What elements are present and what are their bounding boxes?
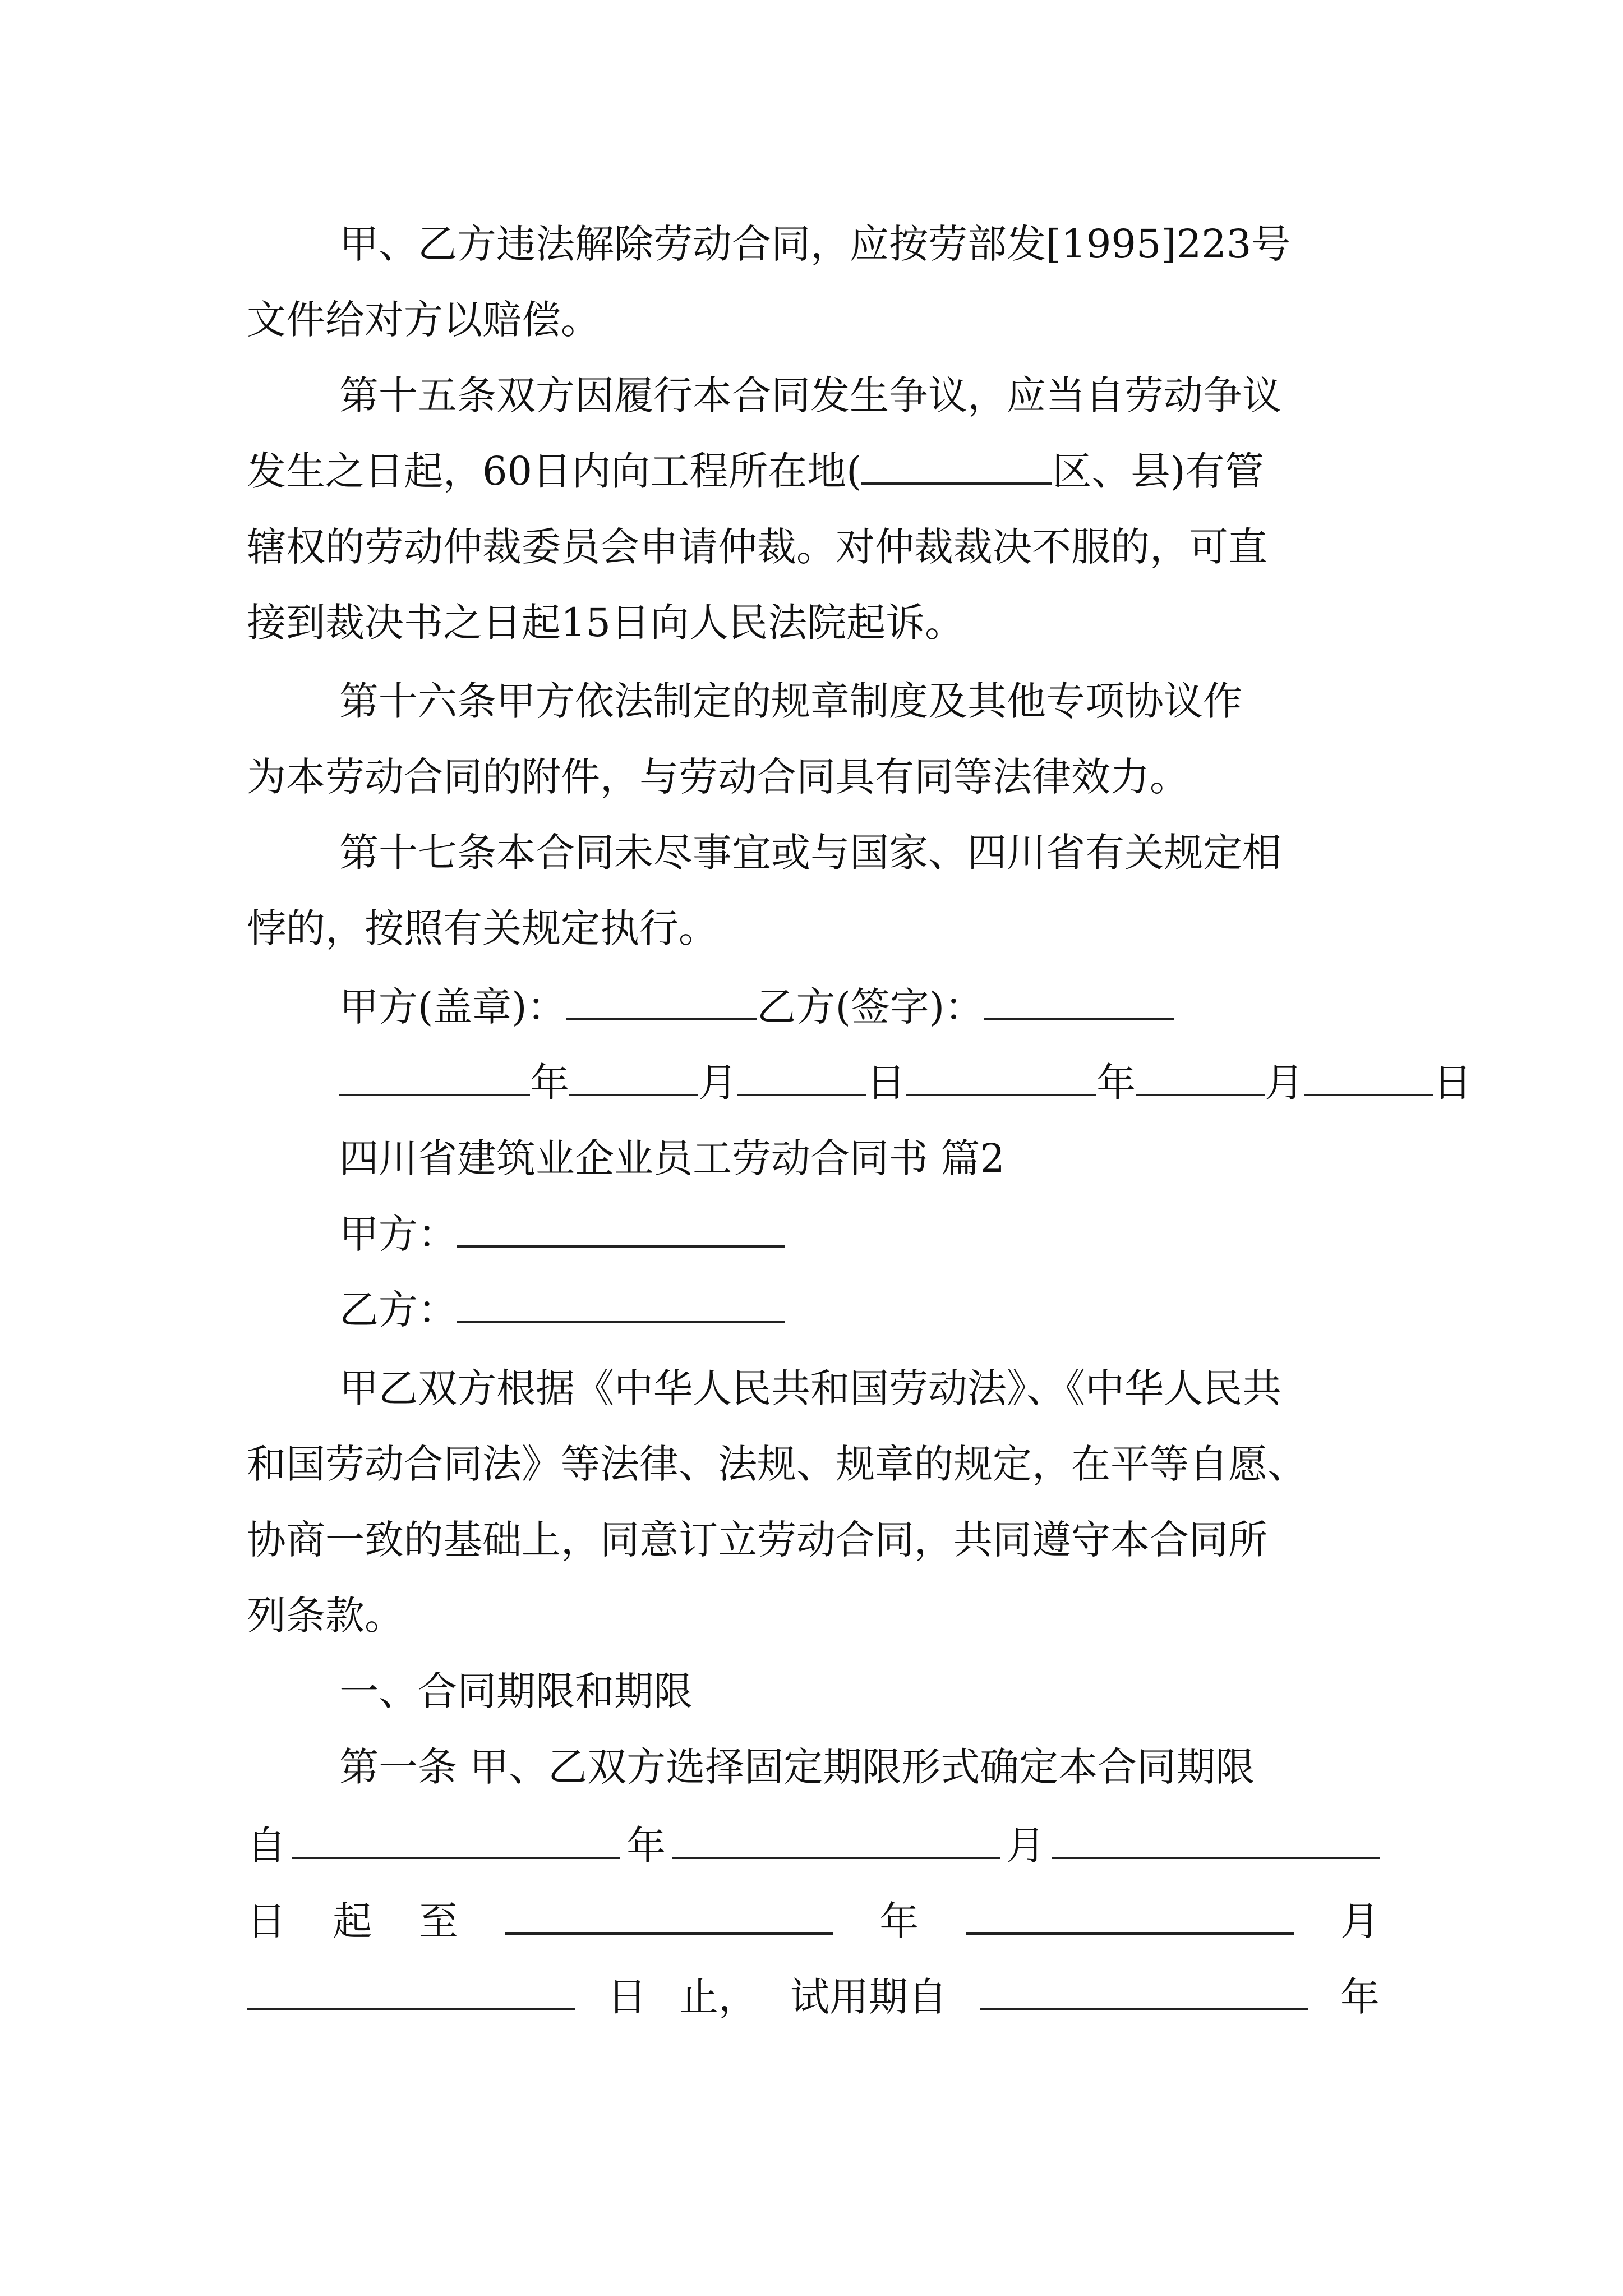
month-blank[interactable] bbox=[1136, 1055, 1265, 1096]
day-blank[interactable] bbox=[737, 1055, 866, 1096]
end-month-blank[interactable] bbox=[966, 1893, 1294, 1935]
start-year-blank[interactable] bbox=[292, 1818, 620, 1859]
month-label: 月 bbox=[1265, 1060, 1304, 1106]
article-15-line: 辖权的劳动仲裁委员会申请仲裁。对仲裁裁决不服的，可直 bbox=[247, 524, 1267, 570]
article-1-date-line bbox=[247, 1818, 1380, 1874]
section-title: 四川省建筑业企业员工劳动合同书 篇2 bbox=[339, 1135, 1005, 1181]
article-16-line: 为本劳动合同的附件，与劳动合同具有同等法律效力。 bbox=[247, 754, 1189, 800]
start-month-blank[interactable] bbox=[672, 1818, 1000, 1859]
paragraph-line: 甲、乙方违法解除劳动合同，应按劳部发[1995]223号 bbox=[339, 221, 1291, 267]
signature-line bbox=[339, 979, 1380, 1035]
day-label: 日 bbox=[1433, 1060, 1472, 1106]
party-b-label: 乙方： bbox=[339, 1287, 457, 1333]
year-blank[interactable] bbox=[339, 1055, 530, 1096]
year-label: 年 bbox=[879, 1898, 919, 1944]
year-label: 年 bbox=[530, 1060, 569, 1106]
article-1-date-line bbox=[247, 1969, 1380, 2025]
year-label: 年 bbox=[626, 1823, 666, 1869]
intro-line: 和国劳动合同法》等法律、法规、规章的规定，在平等自愿、 bbox=[247, 1441, 1307, 1487]
article-17-line: 第十七条本合同未尽事宜或与国家、四川省有关规定相 bbox=[339, 830, 1281, 876]
party-b-blank[interactable] bbox=[457, 1282, 785, 1323]
heading-contract-term: 一、合同期限和期限 bbox=[339, 1668, 693, 1714]
article-15-line bbox=[247, 443, 1380, 499]
party-b-line bbox=[339, 1282, 1380, 1338]
party-a-seal-label: 甲方(盖章)： bbox=[339, 984, 566, 1030]
intro-line: 协商一致的基础上，同意订立劳动合同，共同遵守本合同所 bbox=[247, 1517, 1267, 1563]
day-label: 日 bbox=[866, 1060, 906, 1106]
party-a-blank[interactable] bbox=[457, 1206, 785, 1248]
article-16-line: 第十六条甲方依法制定的规章制度及其他专项协议作 bbox=[339, 678, 1242, 724]
zhi-label: 止， bbox=[679, 1974, 758, 2020]
article-17-line: 悖的，按照有关规定执行。 bbox=[247, 905, 718, 951]
article-15-line: 第十五条双方因履行本合同发生争议，应当自劳动争议 bbox=[339, 372, 1281, 418]
article-1-date-line bbox=[247, 1893, 1380, 1949]
end-year-blank[interactable] bbox=[505, 1893, 833, 1935]
party-a-line bbox=[339, 1206, 1380, 1262]
intro-line: 甲乙双方根据《中华人民共和国劳动法》、《中华人民共 bbox=[339, 1365, 1281, 1411]
party-a-seal-blank[interactable] bbox=[566, 979, 757, 1020]
article-1-line: 第一条 甲、乙双方选择固定期限形式确定本合同期限 bbox=[339, 1744, 1255, 1790]
month-blank[interactable] bbox=[569, 1055, 698, 1096]
start-day-blank[interactable] bbox=[1052, 1818, 1380, 1859]
article-15-text: 区、县)有管 bbox=[1052, 448, 1264, 494]
month-label: 月 bbox=[1006, 1823, 1045, 1869]
trial-period-label: 试用期自 bbox=[790, 1974, 947, 2020]
party-b-sign-label: 乙方(签字)： bbox=[757, 984, 984, 1030]
district-blank[interactable] bbox=[861, 443, 1052, 485]
trial-year-blank[interactable] bbox=[980, 1969, 1308, 2010]
zhi-label: 至 bbox=[418, 1898, 458, 1944]
year-blank[interactable] bbox=[906, 1055, 1096, 1096]
date-line bbox=[339, 1055, 1472, 1111]
article-15-line: 接到裁决书之日起15日向人民法院起诉。 bbox=[247, 600, 965, 646]
month-label: 月 bbox=[698, 1060, 737, 1106]
day-label: 日 bbox=[607, 1974, 647, 2020]
year-label: 年 bbox=[1340, 1974, 1380, 2020]
year-label: 年 bbox=[1096, 1060, 1136, 1106]
month-label: 月 bbox=[1340, 1898, 1380, 1944]
paragraph-line: 文件给对方以赔偿。 bbox=[247, 297, 600, 343]
qi-label: 起 bbox=[333, 1898, 372, 1944]
day-blank[interactable] bbox=[1304, 1055, 1433, 1096]
intro-line: 列条款。 bbox=[247, 1593, 404, 1639]
party-a-label: 甲方： bbox=[339, 1211, 457, 1257]
end-day-blank[interactable] bbox=[247, 1969, 575, 2010]
article-15-text: 发生之日起，60日内向工程所在地( bbox=[247, 448, 862, 494]
party-b-sign-blank[interactable] bbox=[984, 979, 1174, 1020]
day-label: 日 bbox=[247, 1898, 286, 1944]
from-label: 自 bbox=[247, 1823, 286, 1869]
